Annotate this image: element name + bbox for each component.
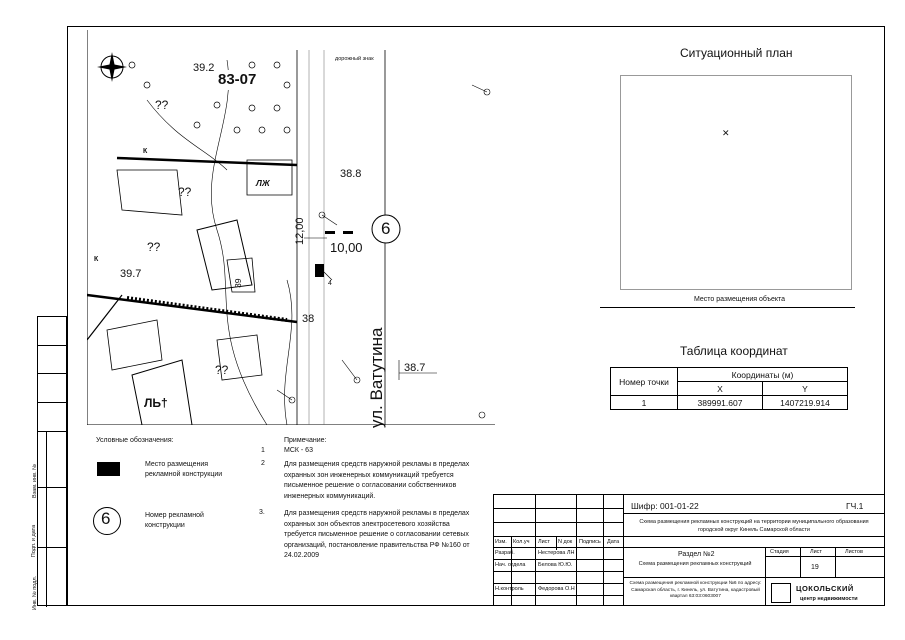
stamp-code: Шифр: 001-01-22	[631, 501, 699, 511]
building-label-2: ЛЬ†	[144, 396, 168, 410]
stamp-section: Раздел №2	[678, 551, 715, 558]
note-2: Для размещения средств наружной рекламы в пределах охранных зон инженерных коммуникаций требуется письменное решение о согласовании собственников инженерных коммуникаций.	[284, 461, 470, 500]
stamp-section-desc: Схема размещения рекламных конструкций	[638, 561, 752, 567]
unknown-label-2: ??	[147, 240, 161, 254]
coords-table	[610, 367, 848, 410]
legend-item-2: Номер рекламной конструкции	[145, 512, 204, 529]
unknown-label-3: ??	[215, 363, 229, 377]
stamp-role-2: Нач. отдела	[495, 562, 526, 568]
situation-plan-box	[620, 75, 852, 290]
stamp-h-izm: Изм.	[495, 539, 507, 545]
stamp-sheet-code: ГЧ.1	[846, 501, 864, 511]
unknown-label-1: ??	[178, 185, 192, 199]
stamp-name-2: Белова Ю.Ю.	[538, 562, 573, 568]
stamp-project: Схема размещения рекламных конструкций на территории муниципального образования городской округ Кинель Самарской области	[639, 519, 869, 533]
legend-ad-swatch	[97, 462, 120, 476]
k-label-2: К	[94, 256, 99, 263]
plan-divider	[600, 307, 855, 308]
coords-cell-point: 1	[611, 396, 678, 410]
note-1-num: 1	[261, 447, 265, 454]
ad-construction-marker	[315, 264, 324, 277]
height-38-7: 38.7	[404, 362, 426, 374]
note-1: МСК - 63	[284, 447, 313, 454]
stamp-role-3: Н.контроль	[495, 586, 524, 592]
side-inv-podl: Инв. № подл.	[32, 575, 39, 611]
side-strip	[37, 316, 67, 606]
building-label-1: ЛЖ	[256, 178, 270, 188]
height-39-7: 39.7	[120, 268, 142, 280]
coords-cell-x: 389991.607	[678, 396, 763, 410]
stamp-stage-header: Стадия	[770, 549, 789, 555]
table-row	[611, 396, 848, 410]
building-label-39: 39	[233, 278, 243, 288]
stamp-h-ndok: N док	[558, 539, 573, 545]
coords-cell-y: 1407219.914	[763, 396, 848, 410]
legend-item-1: Место размещения рекламной конструкции	[145, 461, 223, 478]
site-map	[87, 30, 495, 425]
stamp-address: Схема размещения рекламной конструкции №6 по адресу: Самарская область, г. Кинель, ул. Ватутина, кадастровый квартал 63:03:0603007	[629, 581, 762, 599]
height-38: 38	[302, 313, 315, 325]
stamp-h-podp: Подпись	[579, 539, 601, 545]
notes-title: Примечание:	[284, 437, 327, 444]
stamp-lists-header: Листов	[845, 549, 863, 555]
stamp-role-1: Разраб.	[495, 550, 515, 556]
stamp-h-list: Лист	[538, 539, 550, 545]
road-sign-note: дорожный знак	[335, 56, 374, 62]
height-39-2: 39.2	[193, 62, 215, 74]
point-label: 4	[328, 280, 332, 287]
side-podp-data: Подп. и дата	[31, 524, 38, 558]
legend-title: Условные обозначения:	[96, 437, 174, 444]
legend-number: 6	[101, 509, 111, 528]
coords-table-title: Таблица координат	[680, 344, 788, 358]
coords-header-point: Номер точки	[611, 368, 678, 396]
stamp-list-value: 19	[811, 564, 819, 571]
situation-mark: ✕	[722, 128, 730, 138]
stamp-name-1: Нестерова ЛН	[538, 550, 575, 556]
k-label-1: К	[143, 148, 148, 155]
company-logo-icon	[771, 583, 791, 603]
company-name: центр недвижимости	[800, 596, 858, 602]
stamp-name-3: Федорова О.Н	[538, 586, 575, 592]
note-3: Для размещения средств наружной рекламы в пределах охранных зон объектов электросетевого хозяйства требуется письменное решение о согласовании сетевых организаций, постановление правительства РФ №160 от 24.02.2009	[284, 510, 470, 559]
coords-header-y: Y	[763, 382, 848, 396]
coords-header-x: X	[678, 382, 763, 396]
dimension-12: 12,00	[294, 217, 306, 245]
stamp-list-header: Лист	[810, 549, 822, 555]
situation-plan-caption: Место размещения объекта	[694, 296, 786, 303]
street-name: ул. Ватутина	[367, 327, 386, 428]
construction-number: 6	[381, 219, 391, 238]
stamp-h-data: Дата	[607, 539, 620, 545]
block-number: 83-07	[218, 71, 257, 88]
unknown-label-4: ??	[155, 98, 169, 112]
height-38-8: 38.8	[340, 168, 362, 180]
dimension-10: 10,00	[330, 240, 363, 255]
stamp-h-kol: Кол.уч	[513, 539, 530, 545]
side-vzam-inv: Взам. инв. №	[32, 463, 39, 499]
situation-plan-title: Ситуационный план	[680, 46, 793, 60]
note-3-num: 3.	[259, 509, 265, 516]
company-logo-text: ЦОКОЛЬСКИЙ	[796, 584, 854, 593]
coords-header-coords: Координаты (м)	[678, 368, 848, 382]
note-2-num: 2	[261, 460, 265, 467]
